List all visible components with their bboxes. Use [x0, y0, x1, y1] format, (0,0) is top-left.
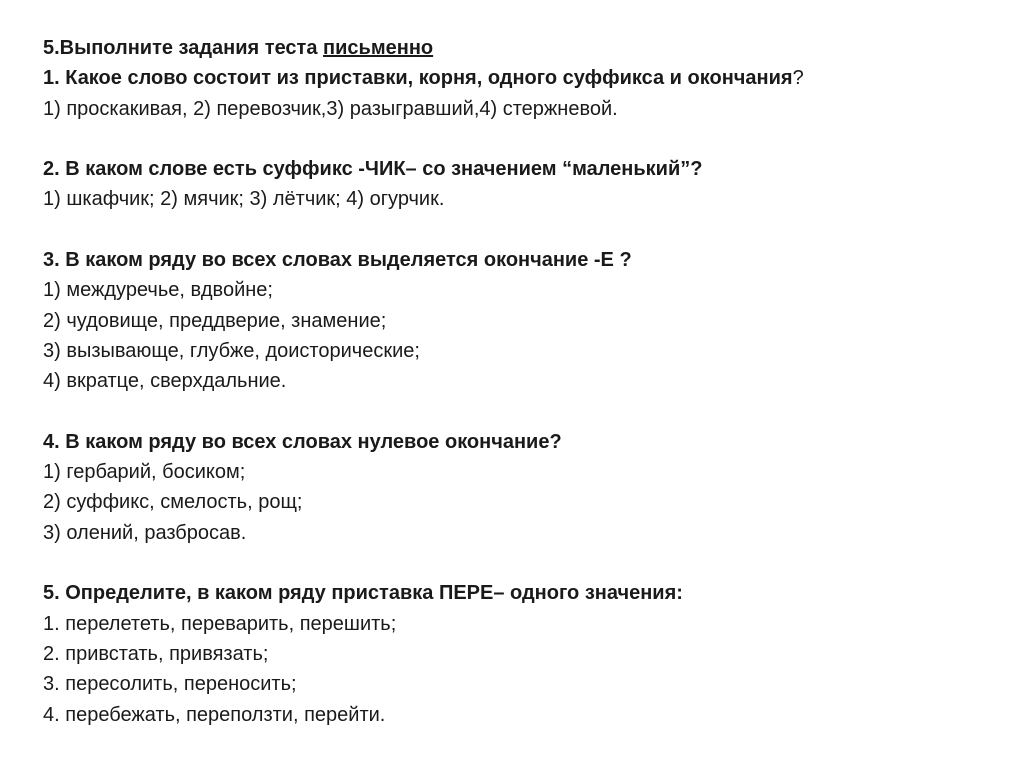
question-4: 4. В каком ряду во всех словах нулевое окончание? — [43, 430, 562, 453]
task-header — [43, 33, 1003, 63]
question-4-option-3: 3) олений, разбросав. — [43, 521, 247, 544]
task-header-underlined: письменно — [323, 37, 434, 59]
spacer — [43, 215, 1003, 245]
question-4-option-1: 1) гербарий, босиком; — [43, 461, 246, 484]
question-3-option-2: 2) чудовище, преддверие, знамение; — [43, 309, 387, 332]
question-5-option-4: 4. перебежать, переползти, перейти. — [43, 703, 386, 726]
question-3-option-3: 3) вызывающе, глубже, доисторические; — [43, 339, 420, 362]
question-2-options: 1) шкафчик; 2) мячик; 3) лётчик; 4) огурчик. — [43, 188, 445, 211]
slide-content — [43, 33, 1003, 730]
spacer — [43, 548, 1003, 578]
question-4-option-2: 2) суффикс, смелость, рощ; — [43, 491, 303, 514]
question-3-option-1: 1) междуречье, вдвойне; — [43, 279, 273, 302]
task-header-text: 5.Выполните задания теста — [43, 37, 324, 59]
question-1-mark: ? — [792, 67, 804, 90]
question-1 — [43, 63, 1003, 93]
question-3-option-4: 4) вкратце, сверхдальние. — [43, 370, 287, 393]
question-1-text: 1. Какое слово состоит из приставки, корня, одного суффикса и окончания — [43, 67, 793, 90]
question-1-options: 1) проскакивая, 2) перевозчик,3) разыгравший,4) стержневой. — [43, 97, 618, 120]
spacer — [43, 397, 1003, 427]
question-5: 5. Определите, в каком ряду приставка ПЕРЕ– одного значения: — [43, 582, 683, 605]
question-3: 3. В каком ряду во всех словах выделяется окончание -Е ? — [43, 249, 632, 272]
spacer — [43, 124, 1003, 154]
question-5-option-1: 1. перелететь, переварить, перешить; — [43, 612, 397, 635]
question-2: 2. В каком слове есть суффикс -ЧИК– со значением “маленький”? — [43, 158, 703, 181]
question-5-option-3: 3. пересолить, переносить; — [43, 673, 297, 696]
question-5-option-2: 2. привстать, привязать; — [43, 642, 269, 665]
